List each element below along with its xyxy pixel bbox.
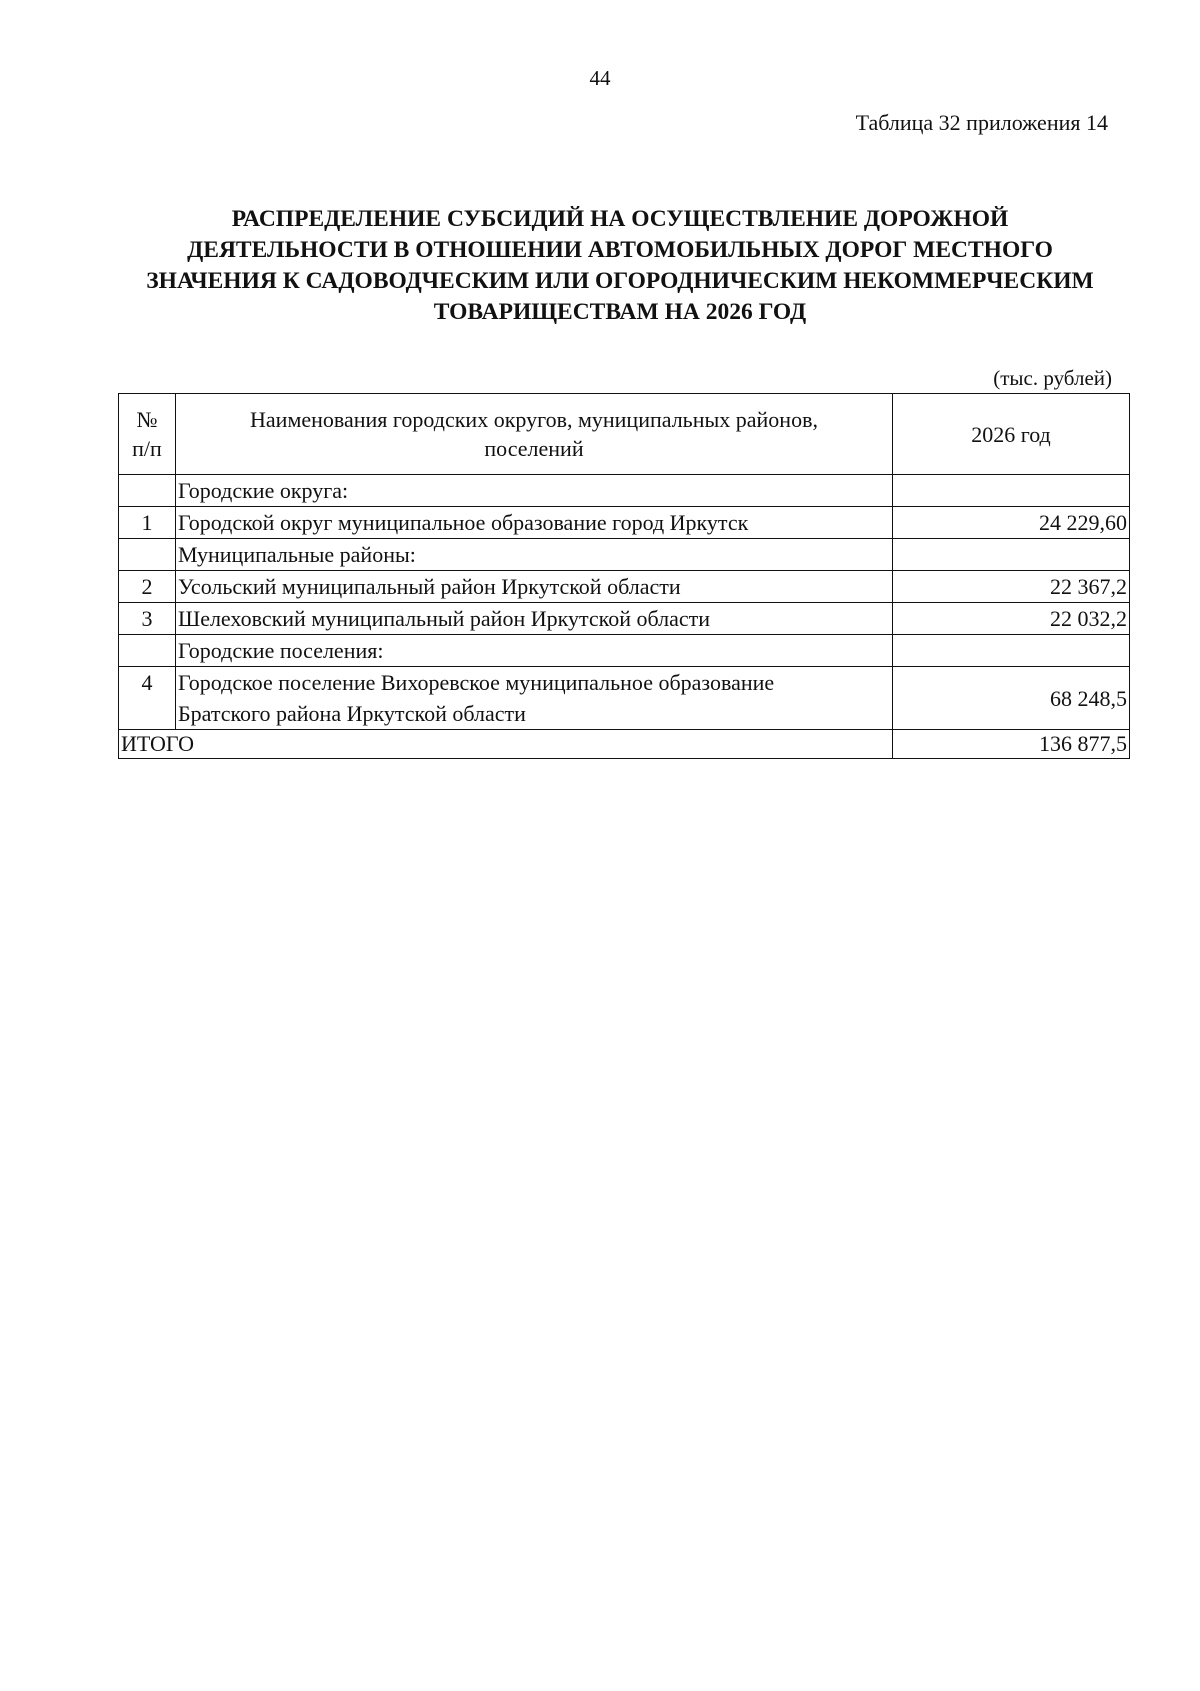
row-number: 2 [119, 571, 176, 603]
table-header-row [119, 394, 1130, 475]
row-name-line: Городское поселение Вихоревское муниципальное образование [178, 670, 775, 695]
group-label: Муниципальные районы: [176, 539, 893, 571]
row-number: 4 [119, 667, 176, 730]
document-title [110, 204, 1130, 328]
total-value: 136 877,5 [893, 730, 1130, 759]
subsidy-table [118, 393, 1130, 759]
group-row [119, 475, 1130, 507]
row-name: Городской округ муниципальное образование город Иркутск [176, 507, 893, 539]
table-row [119, 603, 1130, 635]
total-row [119, 730, 1130, 759]
group-row [119, 539, 1130, 571]
header-year: 2026 год [893, 394, 1130, 475]
row-name [176, 667, 893, 730]
row-name: Усольский муниципальный район Иркутской области [176, 571, 893, 603]
table-row [119, 667, 1130, 730]
group-row [119, 635, 1130, 667]
row-number: 1 [119, 507, 176, 539]
header-number [119, 394, 176, 475]
header-number-line: п/п [132, 436, 162, 461]
total-label: ИТОГО [119, 730, 893, 759]
header-name-line: поселений [484, 436, 584, 461]
row-value: 22 032,2 [893, 603, 1130, 635]
table-reference: Таблица 32 приложения 14 [855, 110, 1108, 135]
row-value: 68 248,5 [893, 667, 1130, 730]
units-label: (тыс. рублей) [993, 366, 1112, 390]
title-line: ТОВАРИЩЕСТВАМ НА 2026 ГОД [433, 299, 807, 325]
group-label: Городские округа: [176, 475, 893, 507]
title-line: РАСПРЕДЕЛЕНИЕ СУБСИДИЙ НА ОСУЩЕСТВЛЕНИЕ ДОРОЖНОЙ [231, 206, 1009, 232]
row-name: Шелеховский муниципальный район Иркутской области [176, 603, 893, 635]
title-line: ДЕЯТЕЛЬНОСТИ В ОТНОШЕНИИ АВТОМОБИЛЬНЫХ ДОРОГ МЕСТНОГО [187, 237, 1053, 263]
row-value: 24 229,60 [893, 507, 1130, 539]
table-row [119, 571, 1130, 603]
group-label: Городские поселения: [176, 635, 893, 667]
table-row [119, 507, 1130, 539]
row-value: 22 367,2 [893, 571, 1130, 603]
title-line: ЗНАЧЕНИЯ К САДОВОДЧЕСКИМ ИЛИ ОГОРОДНИЧЕСКИМ НЕКОММЕРЧЕСКИМ [146, 268, 1094, 294]
row-name-line: Братского района Иркутской области [178, 701, 526, 726]
page-number: 44 [589, 66, 611, 90]
header-name-line: Наименования городских округов, муниципальных районов, [250, 407, 818, 432]
header-number-line: № [136, 407, 158, 432]
header-name [176, 394, 893, 475]
row-number: 3 [119, 603, 176, 635]
